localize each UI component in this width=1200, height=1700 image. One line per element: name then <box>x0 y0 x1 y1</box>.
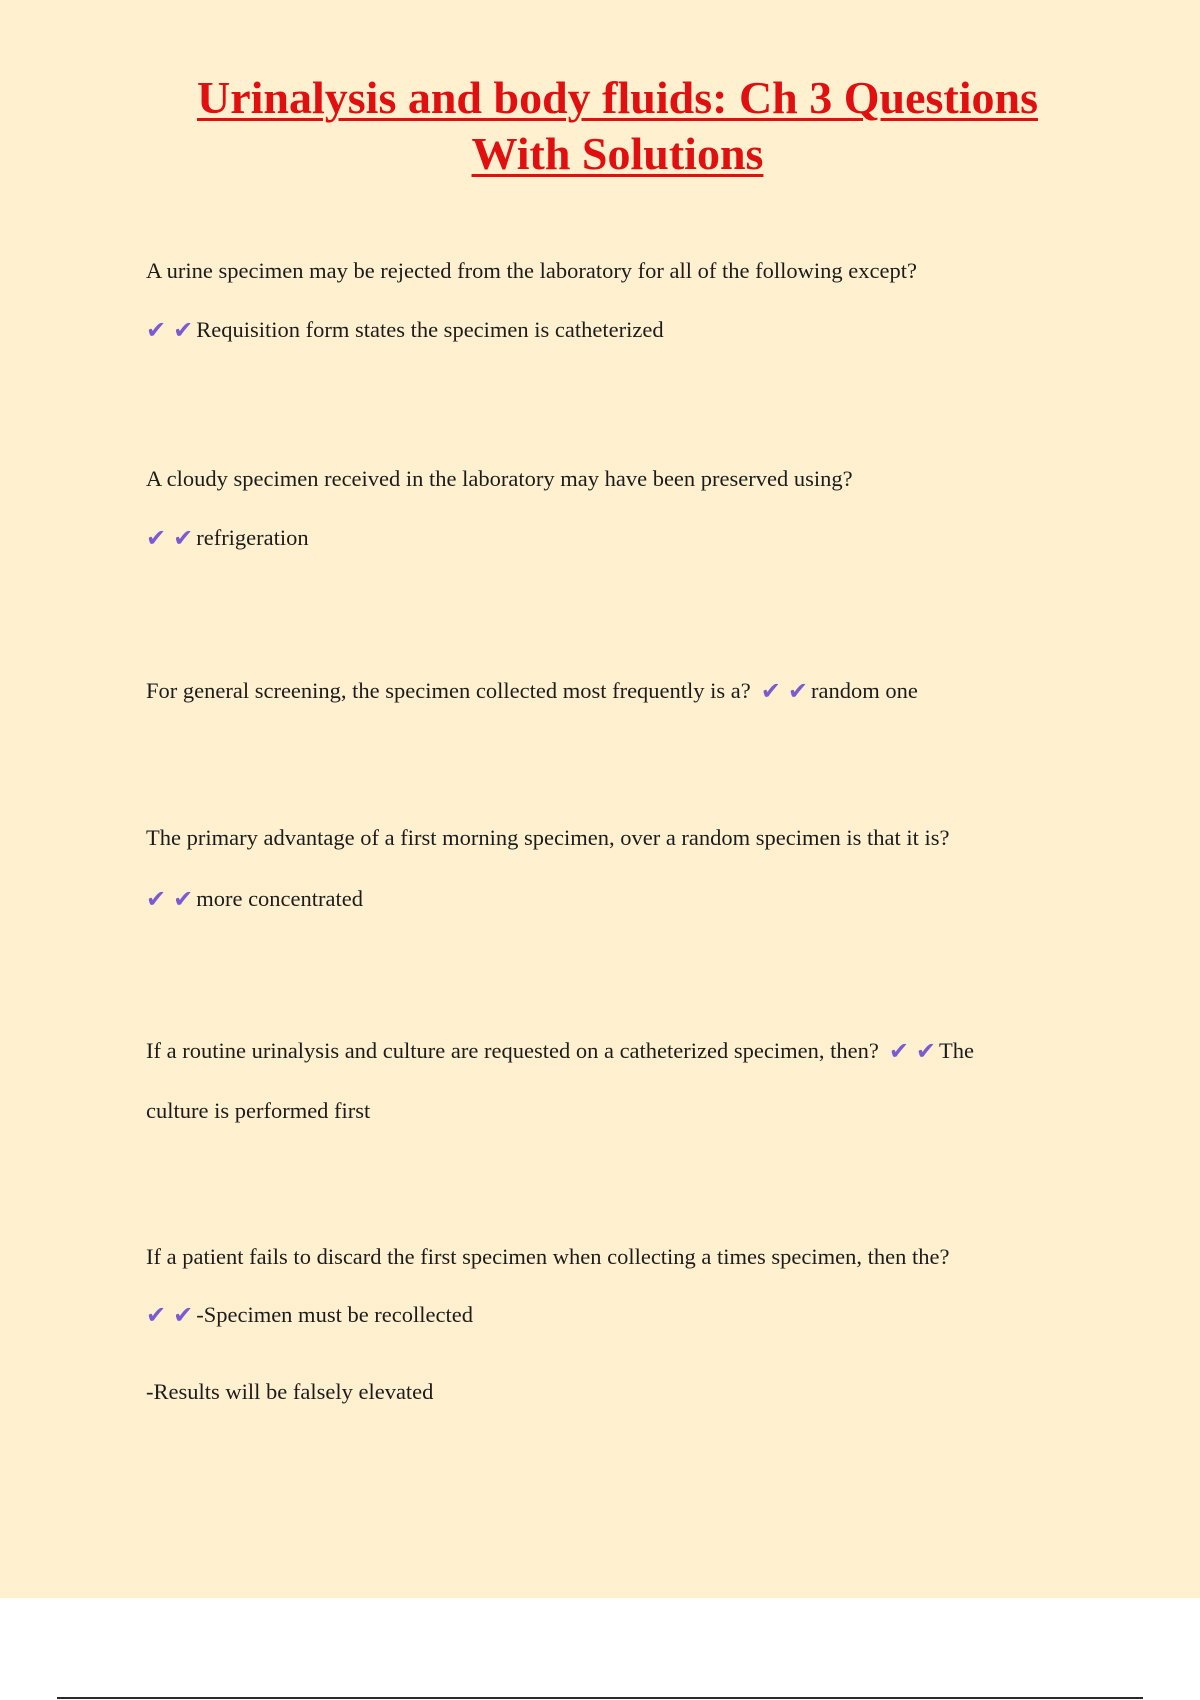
question-5-label: If a routine urinalysis and culture are requested on a catheterized specimen, then? <box>146 1038 879 1063</box>
title-line-1: Urinalysis and body fluids: Ch 3 Questions <box>196 72 1039 123</box>
question-2-label: A cloudy specimen received in the laboratory may have been preserved using? <box>146 466 853 491</box>
answer-1-text <box>146 315 664 345</box>
question-1-label: A urine specimen may be rejected from the laboratory for all of the following except? <box>146 258 917 283</box>
check-icon: ✔ <box>173 524 194 552</box>
title-line-2: With Solutions <box>471 128 764 179</box>
answer-1-label: Requisition form states the specimen is catheterized <box>196 317 664 342</box>
answer-4-label: more concentrated <box>196 886 364 911</box>
answer-4-text <box>146 884 363 914</box>
answer-5-label-end: culture is performed first <box>146 1098 371 1123</box>
footer-divider <box>57 1697 1143 1699</box>
question-4-text <box>146 823 950 853</box>
answer-5-continuation <box>146 1096 370 1126</box>
question-6-label: If a patient fails to discard the first specimen when collecting a times specimen, then the? <box>146 1244 950 1269</box>
answer-6-text <box>146 1300 473 1330</box>
check-icon: ✔ <box>173 1301 194 1329</box>
answer-6-label: -Specimen must be recollected <box>196 1302 473 1327</box>
answer-2-label: refrigeration <box>196 525 309 550</box>
check-icon: ✔ <box>787 677 808 705</box>
answer-5-label-start: The <box>939 1038 975 1063</box>
check-icon: ✔ <box>173 885 194 913</box>
check-icon: ✔ <box>146 1301 167 1329</box>
answer-6-extra-label: -Results will be falsely elevated <box>146 1379 434 1404</box>
check-icon: ✔ <box>915 1037 937 1065</box>
check-icon: ✔ <box>760 677 781 705</box>
question-6-text <box>146 1242 949 1272</box>
question-5-text <box>146 1036 974 1066</box>
check-icon: ✔ <box>146 885 167 913</box>
check-icon: ✔ <box>146 316 167 344</box>
document-title <box>0 70 1200 182</box>
check-icon: ✔ <box>146 524 167 552</box>
answer-3-label: random one <box>811 678 918 703</box>
question-4-label: The primary advantage of a first morning specimen, over a random specimen is that it is? <box>146 825 950 850</box>
answer-2-text <box>146 523 309 553</box>
question-3-text <box>146 676 918 706</box>
question-3-label: For general screening, the specimen collected most frequently is a? <box>146 678 751 703</box>
check-icon: ✔ <box>173 316 194 344</box>
answer-6-extra <box>146 1377 433 1407</box>
question-1-text <box>146 256 917 286</box>
check-icon: ✔ <box>888 1037 909 1065</box>
question-2-text <box>146 464 853 494</box>
